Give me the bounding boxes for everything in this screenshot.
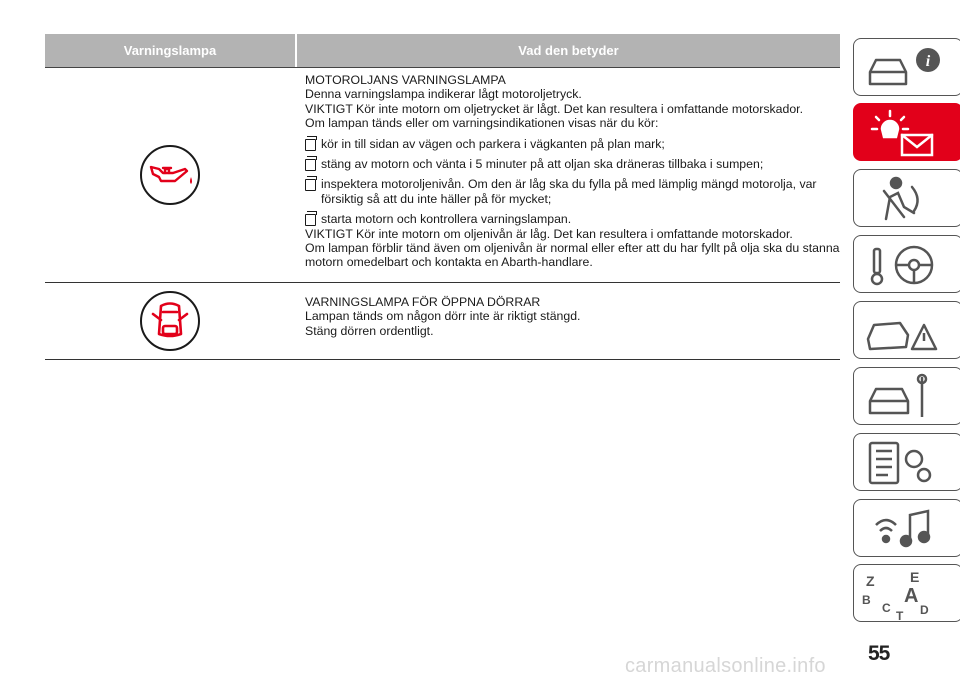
car-service-icon (862, 371, 958, 423)
list-item: stäng av motorn och vänta i 5 minuter på att oljan ska dräneras tillbaka i sumpen; (305, 157, 840, 171)
checkbox-bullet-icon (305, 159, 316, 171)
multimedia-icon (862, 503, 958, 555)
seat-safety-icon (862, 173, 958, 225)
car-info-icon (862, 42, 958, 94)
warning-lights-table (45, 34, 840, 360)
svg-text:Z: Z (866, 573, 875, 589)
warning-light-icon (862, 107, 958, 159)
list-item: starta motorn och kontrollera varningslampan. (305, 212, 840, 226)
svg-text:C: C (882, 601, 891, 615)
svg-text:i: i (925, 53, 931, 70)
tab-emergency[interactable] (853, 301, 960, 359)
table-row-oil (45, 68, 840, 283)
tab-index[interactable] (853, 564, 960, 622)
oil-line-3: Om lampan tänds eller om varningsindikationen visas när du kör: (305, 116, 659, 131)
checkbox-bullet-icon (305, 179, 316, 191)
door-description (295, 283, 840, 359)
icon-cell (45, 283, 295, 359)
svg-text:E: E (910, 569, 920, 585)
oil-pressure-icon (139, 144, 201, 206)
car-emergency-icon (862, 305, 958, 357)
tab-multimedia[interactable] (853, 499, 960, 557)
tab-specifications[interactable] (853, 433, 960, 491)
oil-line-1: Denna varningslampa indikerar lågt motoroljetryck. (305, 87, 582, 102)
door-line-2: Stäng dörren ordentligt. (305, 323, 434, 338)
steering-wheel-icon (862, 239, 958, 291)
oil-description (295, 68, 840, 282)
svg-text:T: T (896, 609, 904, 620)
specifications-icon (862, 437, 958, 489)
table-header (45, 34, 840, 68)
oil-title: MOTOROLJANS VARNINGSLAMPA (305, 73, 506, 87)
oil-after-2: Om lampan förblir tänd även om oljenivån är normal eller efter att du har fyllt på olja ska du stanna motorn omedelbart och kontakta en Abarth-handlare. (305, 241, 840, 270)
door-line-1: Lampan tänds om någon dörr inte är riktigt stängd. (305, 309, 581, 324)
list-item: kör in till sidan av vägen och parkera i vägkanten på plan mark; (305, 137, 840, 151)
icon-cell (45, 68, 295, 282)
header-warning-light: Varningslampa (123, 43, 217, 58)
header-meaning: Vad den betyder (295, 34, 840, 67)
watermark: carmanualsonline.info (625, 655, 826, 677)
oil-after-1: VIKTIGT Kör inte motorn om oljenivån är låg. Det kan resultera i omfattande motorskador. (305, 226, 793, 241)
svg-text:D: D (920, 603, 929, 617)
svg-text:A: A (904, 585, 919, 607)
page-number: 55 (868, 642, 890, 665)
checkbox-bullet-icon (305, 214, 316, 226)
door-open-icon (139, 290, 201, 352)
tab-safety[interactable] (853, 169, 960, 227)
checkbox-bullet-icon (305, 139, 316, 151)
door-title: VARNINGSLAMPA FÖR ÖPPNA DÖRRAR (305, 295, 541, 309)
svg-text:B: B (862, 593, 871, 607)
tab-car-info[interactable] (853, 38, 960, 96)
tab-starting-driving[interactable] (853, 235, 960, 293)
tab-maintenance[interactable] (853, 367, 960, 425)
table-row-door (45, 283, 840, 360)
oil-line-2: VIKTIGT Kör inte motorn om oljetrycket är lågt. Det kan resultera i omfattande motorskador. (305, 101, 804, 116)
tab-warning-lights[interactable] (853, 103, 960, 161)
alphabetical-index-icon (862, 568, 958, 620)
list-item: inspektera motoroljenivån. Om den är låg ska du fylla på med lämplig mängd motorolja, var försiktig så att du inte häller på för mycket; (305, 177, 840, 206)
